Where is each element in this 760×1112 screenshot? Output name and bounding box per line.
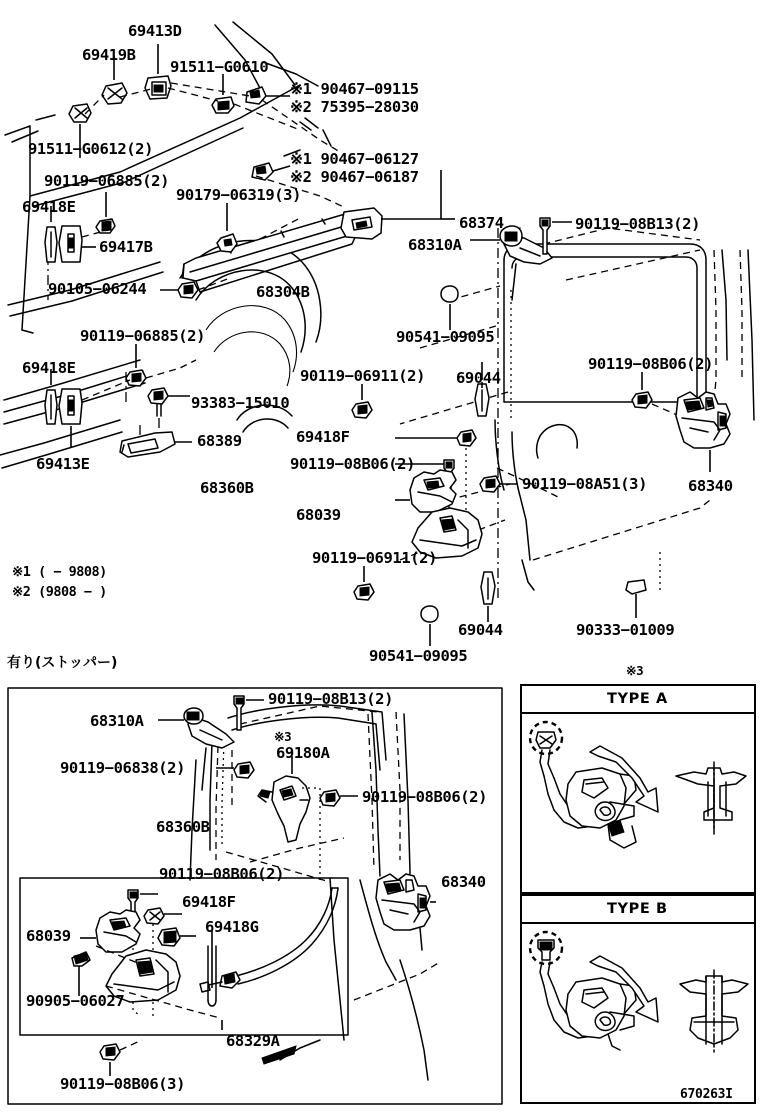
part-label-69044-upper[interactable]: 69044 — [456, 369, 501, 387]
part-label-90105-06244[interactable]: 90105−06244 — [48, 280, 147, 298]
part-label-91511-G0610[interactable]: 91511−G0610 — [170, 58, 269, 76]
part-label-90541-09095-upper[interactable]: 90541−09095 — [396, 328, 495, 346]
part-label-68039[interactable]: 68039 — [296, 506, 341, 524]
stopper-label-90905-06027[interactable]: 90905−06027 — [26, 992, 125, 1010]
type-b-panel — [520, 894, 756, 1104]
section-caption-stopper: 有り(ストッパー) — [7, 655, 118, 671]
part-label-91511-G0612[interactable]: 91511−G0612(2) — [28, 140, 154, 158]
type-b-title: TYPE B — [607, 901, 668, 917]
stopper-label-68360B[interactable]: 68360B — [156, 818, 210, 836]
footnote-2: ※2 (9808 − ) — [12, 584, 107, 600]
stopper-label-68310A[interactable]: 68310A — [90, 712, 144, 730]
stopper-label-69418F[interactable]: 69418F — [182, 893, 236, 911]
part-label-90467-06187[interactable]: ※2 90467−06187 — [290, 168, 419, 186]
part-label-90119-08B06-right[interactable]: 90119−08B06(2) — [588, 355, 714, 373]
stopper-label-68039[interactable]: 68039 — [26, 927, 71, 945]
part-label-69418E-lower[interactable]: 69418E — [22, 359, 76, 377]
part-label-68310A[interactable]: 68310A — [408, 236, 462, 254]
type-a-panel — [520, 684, 756, 894]
stopper-label-69418G[interactable]: 69418G — [205, 918, 259, 936]
part-label-68374[interactable]: 68374 — [459, 214, 504, 232]
type-a-title: TYPE A — [607, 691, 668, 707]
part-label-68389[interactable]: 68389 — [197, 432, 242, 450]
stopper-marker-3: ※3 — [274, 729, 292, 744]
part-label-69044-lower[interactable]: 69044 — [458, 621, 503, 639]
part-label-69417B[interactable]: 69417B — [99, 238, 153, 256]
part-label-69413E[interactable]: 69413E — [36, 455, 90, 473]
part-label-90119-08A51[interactable]: 90119−08A51(3) — [522, 475, 648, 493]
stopper-label-90119-08B06-inner[interactable]: 90119−08B06(2) — [159, 865, 285, 883]
stopper-label-69180A[interactable]: 69180A — [276, 744, 330, 762]
part-label-90119-06885-upper[interactable]: 90119−06885(2) — [44, 172, 170, 190]
part-label-90119-08B06-mid[interactable]: 90119−08B06(2) — [290, 455, 416, 473]
part-label-90541-09095-lower[interactable]: 90541−09095 — [369, 647, 468, 665]
part-label-90119-06911-upper[interactable]: 90119−06911(2) — [300, 367, 426, 385]
part-label-93383-15010[interactable]: 93383−15010 — [191, 394, 290, 412]
part-label-68304B[interactable]: 68304B — [256, 283, 310, 301]
part-label-90119-08B13[interactable]: 90119−08B13(2) — [575, 215, 701, 233]
part-label-90179-06319[interactable]: 90179−06319(3) — [176, 186, 302, 204]
part-label-90467-06127[interactable]: ※1 90467−06127 — [290, 150, 419, 168]
stopper-label-68329A[interactable]: 68329A — [226, 1032, 280, 1050]
footnote-1: ※1 ( − 9808) — [12, 564, 107, 580]
type-a-header-divider — [520, 712, 756, 714]
part-label-68340-main[interactable]: 68340 — [688, 477, 733, 495]
stopper-label-90119-06838[interactable]: 90119−06838(2) — [60, 759, 186, 777]
type-panel-marker: ※3 — [626, 663, 644, 678]
part-label-90467-09115[interactable]: ※1 90467−09115 — [290, 80, 419, 98]
sheet-reference-number: 670263I — [680, 1087, 733, 1102]
stopper-label-90119-08B06-bottom[interactable]: 90119−08B06(3) — [60, 1075, 186, 1093]
stopper-label-90119-08B13[interactable]: 90119−08B13(2) — [268, 690, 394, 708]
part-label-90119-06885-lower[interactable]: 90119−06885(2) — [80, 327, 206, 345]
part-label-69413D[interactable]: 69413D — [128, 22, 182, 40]
part-label-68360B[interactable]: 68360B — [200, 479, 254, 497]
stopper-label-90119-08B06-right[interactable]: 90119−08B06(2) — [362, 788, 488, 806]
part-label-90333-01009[interactable]: 90333−01009 — [576, 621, 675, 639]
part-label-69418E-upper[interactable]: 69418E — [22, 198, 76, 216]
part-label-90119-06911-lower[interactable]: 90119−06911(2) — [312, 549, 438, 567]
type-b-header-divider — [520, 922, 756, 924]
stopper-label-68340[interactable]: 68340 — [441, 873, 486, 891]
part-label-75395-28030[interactable]: ※2 75395−28030 — [290, 98, 419, 116]
part-label-69418F[interactable]: 69418F — [296, 428, 350, 446]
part-label-69419B[interactable]: 69419B — [82, 46, 136, 64]
